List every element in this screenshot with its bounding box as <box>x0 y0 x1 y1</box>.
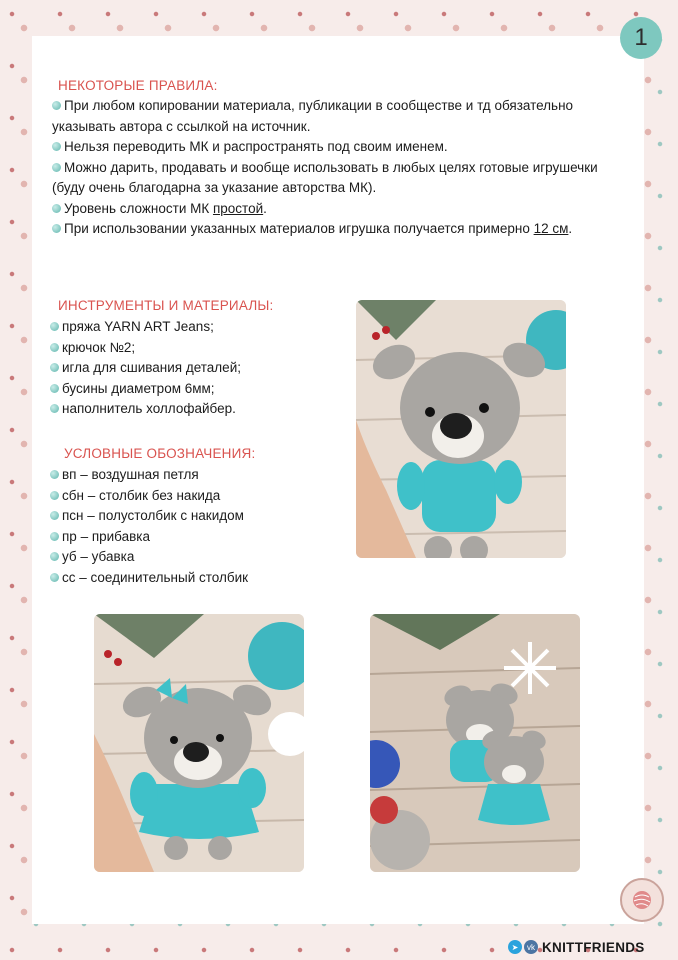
photo-bear-sweater <box>356 300 566 558</box>
two-bears-illustration <box>370 614 580 872</box>
bullet-icon <box>50 491 59 500</box>
bullet-icon <box>52 142 61 151</box>
telegram-icon[interactable]: ➤ <box>508 940 522 954</box>
vk-icon[interactable]: vk <box>524 940 538 954</box>
brand-name: KNITTFRIENDS <box>542 939 645 955</box>
rules-heading: НЕКОТОРЫЕ ПРАВИЛА: <box>58 78 218 93</box>
legend-heading: УСЛОВНЫЕ ОБОЗНАЧЕНИЯ: <box>64 446 256 461</box>
photo-two-bears <box>370 614 580 872</box>
author-logo <box>620 878 664 922</box>
bullet-icon <box>50 363 59 372</box>
materials-item: пряжа YARN ART Jeans; <box>50 317 241 338</box>
size-value: 12 см <box>533 221 569 236</box>
rules-item: Можно дарить, продавать и вообще использовать в любых целях готовые игрушечки (буду очень благодарна за указание авторства МК). <box>52 159 598 195</box>
bullet-icon <box>50 532 59 541</box>
legend-item: уб – убавка <box>50 547 248 568</box>
legend-item: псн – полустолбик с накидом <box>50 506 248 527</box>
legend-item: сс – соединительный столбик <box>50 568 248 589</box>
rules-item-size: При использовании указанных материалов игрушка получается примерно 12 см. <box>52 219 612 240</box>
materials-heading: ИНСТРУМЕНТЫ И МАТЕРИАЛЫ: <box>58 298 274 313</box>
legend-list <box>50 465 248 589</box>
legend-item: сбн – столбик без накида <box>50 486 248 507</box>
materials-list <box>50 317 241 420</box>
bullet-icon <box>50 470 59 479</box>
page-number-badge <box>620 17 662 59</box>
rules-item: Нельзя переводить МК и распространять под своим именем. <box>52 137 612 158</box>
bullet-icon <box>52 101 61 110</box>
bullet-icon <box>50 322 59 331</box>
bear-sweater-illustration <box>356 300 566 558</box>
photo-bear-dress <box>94 614 304 872</box>
bullet-icon <box>50 511 59 520</box>
rules-list <box>52 96 612 240</box>
materials-item: игла для сшивания деталей; <box>50 358 241 379</box>
yarn-ball-icon <box>627 885 657 915</box>
rules-item-difficulty: Уровень сложности МК простой. <box>52 199 612 220</box>
bullet-icon <box>50 404 59 413</box>
difficulty-value: простой <box>212 200 264 216</box>
materials-item: наполнитель холлофайбер. <box>50 399 241 420</box>
bullet-icon <box>50 343 59 352</box>
legend-item: вп – воздушная петля <box>50 465 248 486</box>
bullet-icon <box>52 163 61 172</box>
bullet-icon <box>50 552 59 561</box>
bullet-icon <box>52 224 61 233</box>
bullet-icon <box>50 573 59 582</box>
brand-footer <box>508 938 645 956</box>
bullet-icon <box>52 204 61 213</box>
bear-dress-illustration <box>94 614 304 872</box>
rules-item: При любом копировании материала, публикации в сообществе и тд обязательно указывать автора с ссылкой на источник. <box>52 98 574 134</box>
materials-item: крючок №2; <box>50 338 241 359</box>
bullet-icon <box>50 384 59 393</box>
materials-item: бусины диаметром 6мм; <box>50 379 241 400</box>
page-number: 1 <box>634 24 648 51</box>
legend-item: пр – прибавка <box>50 527 248 548</box>
